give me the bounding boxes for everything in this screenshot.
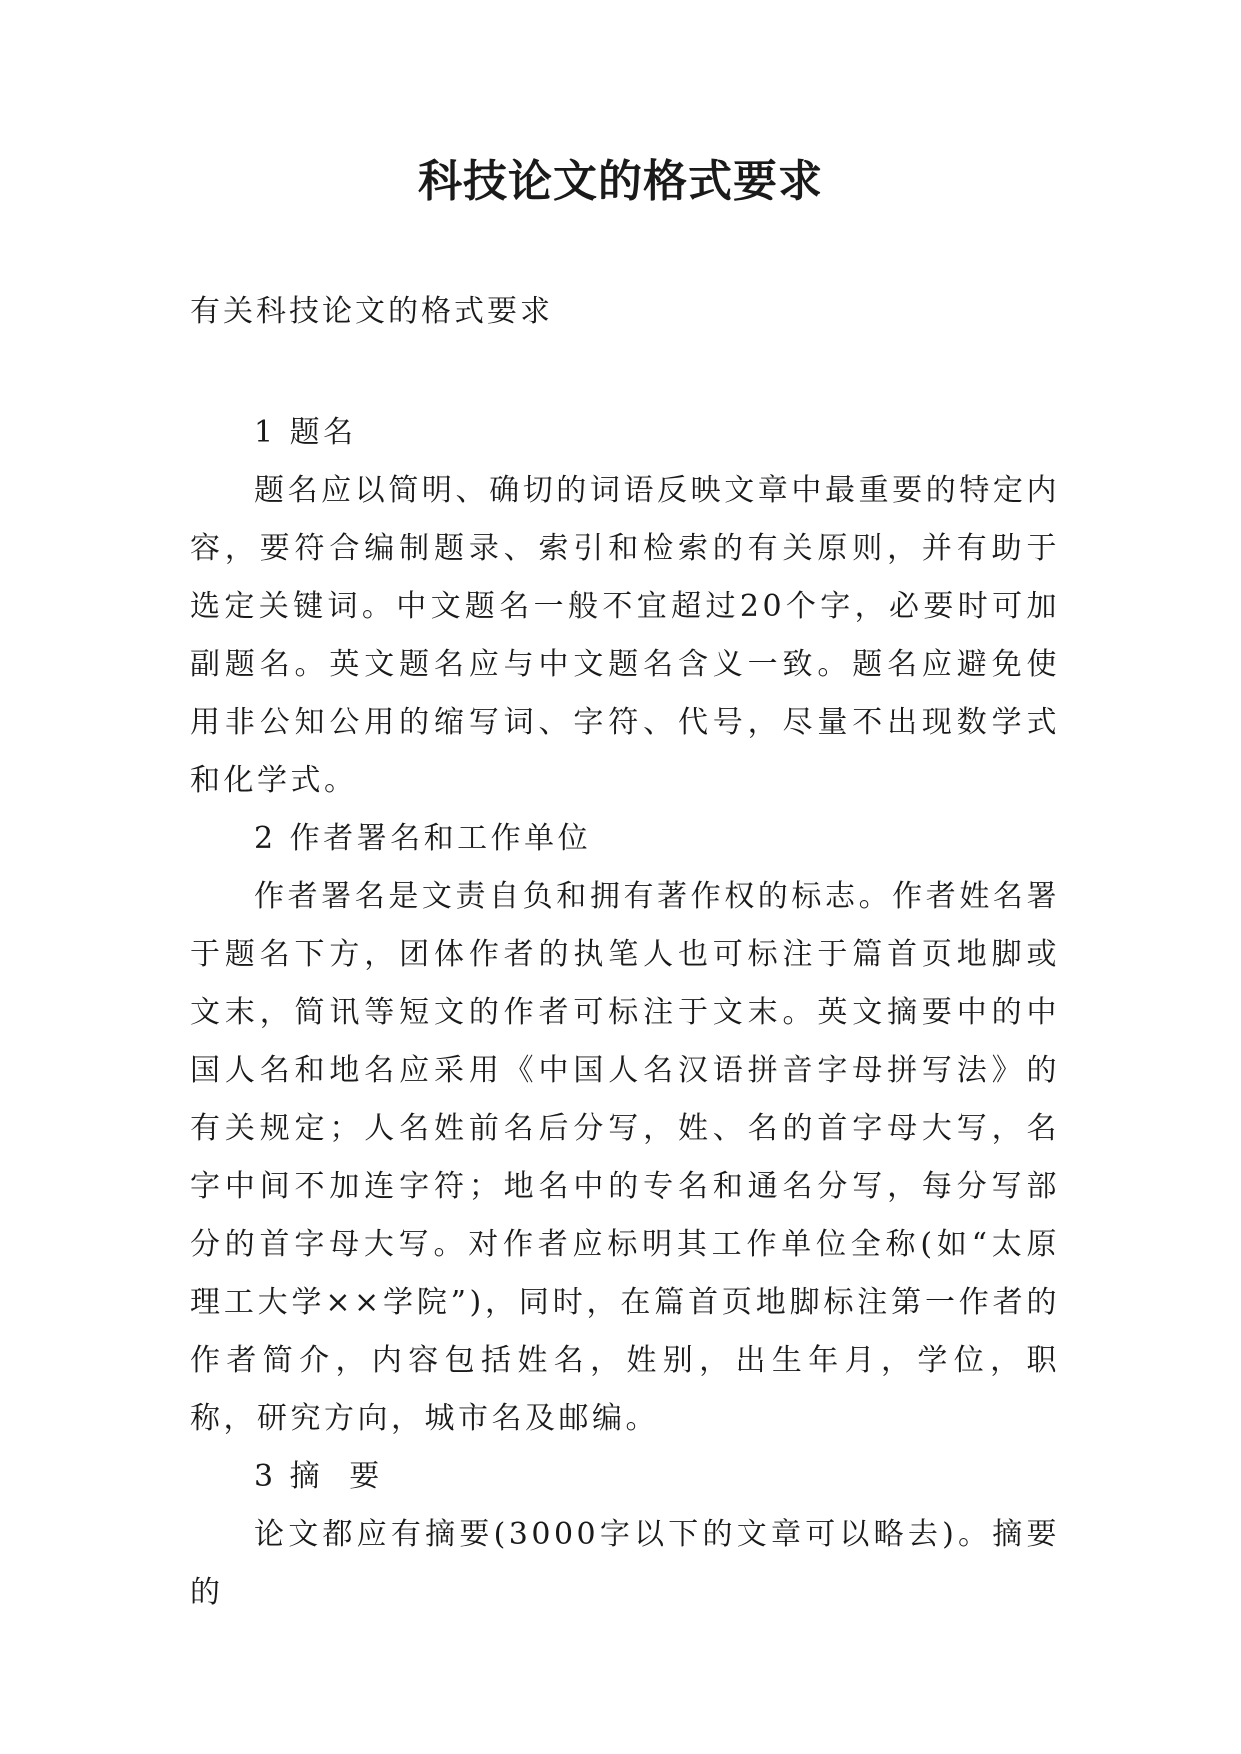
section-paragraph-abstract: 论文都应有摘要(3000字以下的文章可以略去)。摘要的 (190, 1517, 1060, 1610)
section-heading-author: 2 作者署名和工作单位 (254, 821, 592, 856)
document-body (190, 404, 1060, 1622)
section-heading-abstract: 3 摘 要 (254, 1459, 383, 1494)
section-paragraph-title: 题名应以简明、确切的词语反映文章中最重要的特定内容，要符合编制题录、索引和检索的有关原则，并有助于选定关键词。中文题名一般不宜超过20个字，必要时可加副题名。英文题名应与中文题名含义一致。题名应避免使用非公知公用的缩写词、字符、代号，尽量不出现数学式和化学式。 (190, 473, 1060, 798)
document-title: 科技论文的格式要求 (418, 156, 823, 207)
section-paragraph-author: 作者署名是文责自负和拥有著作权的标志。作者姓名署于题名下方，团体作者的执笔人也可标注于篇首页地脚或文末，简讯等短文的作者可标注于文末。英文摘要中的中国人名和地名应采用《中国人名汉语拼音字母拼写法》的有关规定；人名姓前名后分写，姓、名的首字母大写，名字中间不加连字符；地名中的专名和通名分写，每分写部分的首字母大写。对作者应标明其工作单位全称(如“太原理工大学××学院”)，同时，在篇首页地脚标注第一作者的作者简介，内容包括姓名，姓别，出生年月，学位，职称，研究方向，城市名及邮编。 (190, 879, 1060, 1436)
section-heading-title: 1 题名 (254, 415, 357, 450)
document-subtitle: 有关科技论文的格式要求 (190, 294, 553, 329)
